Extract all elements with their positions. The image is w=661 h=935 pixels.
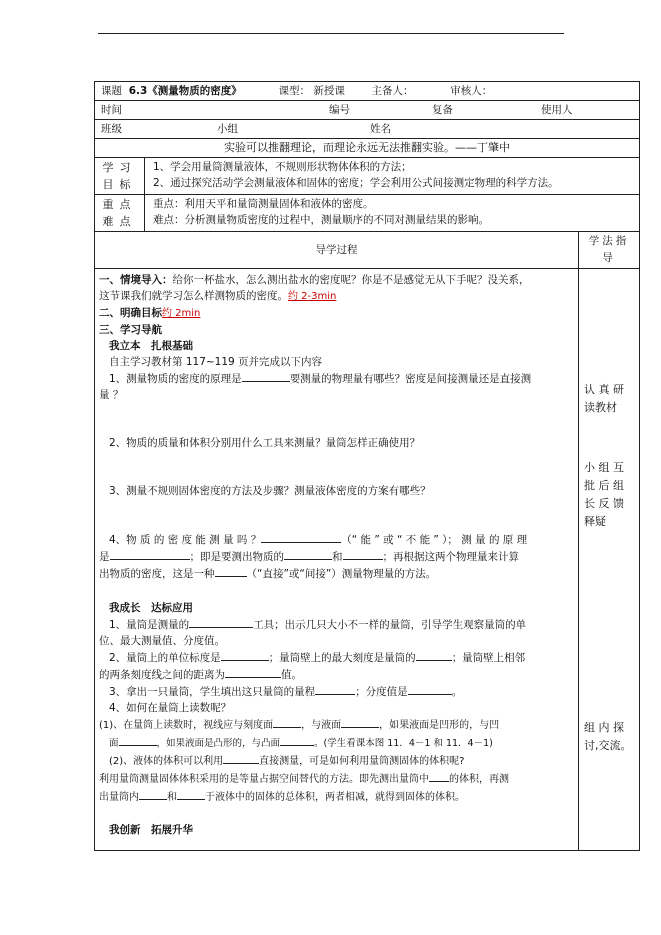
g4-1b: ，与液面 [301, 720, 342, 731]
q4-a: 4、物 质 的 密 度 能 测 量 吗 ？ [109, 534, 262, 546]
g1-b: 工具；出示几只大小不一样的量筒，引导学生观察量筒的单 [253, 619, 527, 631]
q4-e: 和 [332, 551, 343, 563]
q1-b: 要测量的物理量有哪些？密度是间接测量还是直接测 [289, 373, 532, 385]
g2-blank-2[interactable] [416, 649, 452, 661]
g1-a: 1、量筒是测量的 [109, 619, 190, 631]
side-note-2: 小 组 互 批 后 组 长 反 馈 释疑 [584, 461, 624, 528]
side-note-1: 认 真 研 读教材 [584, 383, 624, 414]
method-body [579, 269, 640, 851]
self-study: 自主学习教材第 117~119 页并完成以下内容 [109, 356, 323, 368]
g3-c: 。 [451, 686, 463, 698]
g4-1e: ，如果液面是凸形的，与凸面 [156, 738, 281, 749]
goals-label: 学习目标 [95, 158, 145, 195]
g2-blank-3[interactable] [225, 666, 281, 678]
g4-1-blank-2[interactable] [341, 716, 379, 728]
user-label: 使用人 [541, 104, 573, 116]
s1-text-b: 这节课我们就学习怎么样测物质的密度。 [99, 290, 288, 302]
g3-b: ；分度值是 [355, 686, 408, 698]
motto: 实验可以推翻理论，而理论永远无法推翻实验。——丁肇中 [95, 139, 640, 158]
type-value: 新授课 [313, 85, 345, 97]
q4-h: （“直接”或“间接”）测量物理量的方法。 [246, 568, 437, 580]
q4-b: （“ 能 ” 或 “ 不 能 ” ）； 测 量 的 原 理 [341, 534, 528, 546]
g2-b: ；量筒壁上的最大刻度是量筒的 [268, 652, 416, 664]
q4-blank-1[interactable] [261, 531, 341, 543]
goals-content [145, 158, 640, 195]
q4-f: ；再根据这两个物理量来计算 [382, 551, 519, 563]
time-label: 时间 [101, 104, 122, 116]
g5-d: 和 [167, 792, 177, 803]
s2-time: 约 2min [162, 308, 201, 319]
q4-blank-4[interactable] [343, 548, 383, 560]
sub-heading-3: 我创新 拓展升华 [109, 824, 193, 836]
s1-time: 约 2-3min [288, 291, 337, 302]
key-point: 重点：利用天平和量筒测量固体和液体的密度。 [153, 198, 374, 210]
g4-2b: 直接测量，可是如何利用量筒测固体的体积呢? [259, 756, 465, 767]
g4-1c: ，如果液面是凹形的，与凹 [379, 720, 500, 731]
title-label: 课题 [101, 85, 122, 97]
process-body [95, 269, 579, 851]
class-row [95, 120, 640, 139]
reprep-label: 复备 [432, 104, 453, 116]
q4-d: ；即是要测出物质的 [189, 551, 284, 563]
g5-blank-2[interactable] [139, 788, 167, 800]
s1-text-a: 给你一杯盐水，怎么测出盐水的密度呢？你是不是感觉无从下手呢？没关系， [172, 274, 530, 286]
g3-blank-2[interactable] [408, 683, 452, 695]
g5-c: 出量筒内 [99, 792, 139, 803]
name-label: 姓名 [370, 123, 391, 135]
type-label: 课型： [278, 85, 310, 97]
g5-e: 于液体中的固体的总体积，两者相减，就得到固体的体积。 [205, 792, 465, 803]
top-rule [98, 33, 564, 34]
s2-title: 二、明确目标 [99, 307, 162, 319]
side-note-3: 组 内 探 讨,交流。 [584, 721, 632, 752]
g4: 4、如何在量筒上读数呢？ [109, 702, 232, 714]
q4-g: 出物质的密度，这是一种 [99, 568, 215, 580]
goal-1: 1、学会用量筒测量液体，不规则形状物体体积的方法； [153, 161, 412, 173]
lesson-title: 6.3《测量物质的密度》 [128, 85, 242, 97]
g4-1f: 。(学生看课本图 11．4－1 和 11．4－1) [314, 738, 493, 749]
lesson-plan-table [94, 81, 639, 851]
g5-b: 的体积，再测 [449, 774, 509, 785]
method-header: 学法指导 [579, 232, 640, 269]
g4-1-blank-4[interactable] [280, 734, 314, 746]
g4-2-blank[interactable] [223, 752, 259, 764]
g4-1a: (1)、在量筒上读数时，视线应与刻度面 [99, 720, 274, 731]
focus-content [145, 195, 640, 232]
q4-blank-2[interactable] [110, 548, 190, 560]
q3: 3、测量不规则固体密度的方法及步骤？测量液体密度的方案有哪些？ [109, 485, 431, 497]
number-label: 编号 [329, 104, 350, 116]
g2-d: 的两条刻度线之间的距离为 [99, 669, 225, 681]
g1-blank[interactable] [189, 616, 253, 628]
sub-heading-2: 我成长 达标应用 [109, 602, 193, 614]
focus-label: 重点难点 [95, 195, 145, 232]
g3-a: 3、拿出一只量筒，学生填出这只量筒的量程 [109, 686, 316, 698]
class-label: 班级 [101, 123, 122, 135]
q1-a: 1、测量物质的密度的原理是 [109, 373, 242, 385]
g3-blank-1[interactable] [315, 683, 355, 695]
g4-1-blank-1[interactable] [273, 716, 301, 728]
g4-1d: 面 [109, 738, 119, 749]
q1-c: 量 ？ [99, 389, 124, 401]
g4-2a: (2)、液体的体积可以利用 [109, 756, 224, 767]
g5-blank-3[interactable] [177, 788, 205, 800]
g2-blank-1[interactable] [221, 649, 269, 661]
difficult-point: 难点：分析测量物质密度的过程中，测量顺序的不同对测量结果的影响。 [153, 214, 489, 226]
q1-blank[interactable] [242, 370, 290, 382]
reviewer-label: 审核人： [450, 85, 493, 97]
g2-c: ；量筒壁上相邻 [451, 652, 526, 664]
g2-e: 值。 [281, 669, 302, 681]
goal-2: 2、通过探究活动学会测量液体和固体的密度；学会利用公式间接测定物理的科学方法。 [153, 177, 559, 189]
q4-blank-5[interactable] [215, 565, 247, 577]
g5-a: 利用量筒测量固体体积采用的是等量占据空间替代的方法。即先测出量筒中 [99, 774, 429, 785]
q2: 2、物质的质量和体积分别用什么工具来测量？量筒怎样正确使用？ [109, 437, 421, 449]
g4-1-blank-3[interactable] [119, 734, 157, 746]
sub-heading-1: 我立本 扎根基础 [109, 340, 193, 352]
g2-a: 2、量筒上的单位标度是 [109, 652, 221, 664]
preparer-label: 主备人： [371, 85, 414, 97]
process-header: 导学过程 [95, 232, 579, 269]
info-row [95, 101, 640, 120]
q4-blank-3[interactable] [284, 548, 332, 560]
s3-title: 三、学习导航 [99, 324, 162, 336]
q4-c: 是 [99, 551, 110, 563]
g5-blank-1[interactable] [429, 770, 449, 782]
group-label: 小组 [217, 123, 238, 135]
title-row [95, 82, 640, 101]
s1-title: 一、情境导入： [99, 274, 173, 286]
g1-c: 位、最大测量值、分度值。 [99, 635, 225, 647]
